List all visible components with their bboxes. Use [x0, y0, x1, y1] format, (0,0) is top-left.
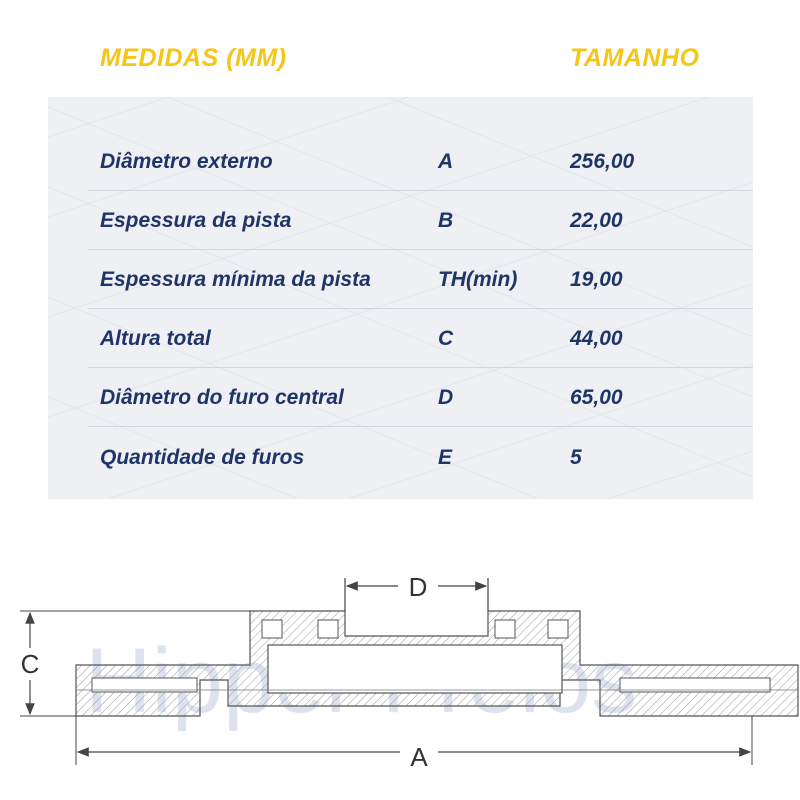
table-row — [48, 309, 753, 368]
table-row — [48, 428, 753, 487]
row-code: B — [438, 209, 454, 232]
row-value: 256,00 — [570, 150, 635, 173]
row-code: A — [438, 150, 454, 173]
row-name: Altura total — [100, 327, 211, 350]
row-name: Quantidade de furos — [100, 446, 305, 469]
dim-c-label: C — [20, 649, 40, 679]
row-value: 44,00 — [570, 327, 623, 350]
measures-table — [48, 97, 753, 499]
header-size: TAMANHO — [570, 44, 700, 72]
row-code: E — [438, 446, 453, 469]
row-name: Diâmetro externo — [100, 150, 273, 173]
row-divider — [88, 426, 753, 427]
row-value: 19,00 — [570, 268, 623, 291]
dim-a-label: A — [410, 742, 428, 772]
row-value: 5 — [570, 446, 582, 469]
table-header — [0, 44, 800, 84]
row-value: 22,00 — [570, 209, 623, 232]
table-row — [48, 132, 753, 191]
hat-interior — [268, 645, 562, 693]
table-row — [48, 191, 753, 250]
table-row — [48, 250, 753, 309]
row-name: Diâmetro do furo central — [100, 386, 344, 409]
dim-d-label: D — [408, 572, 428, 602]
row-code: D — [438, 386, 454, 409]
header-measures: MEDIDAS (MM) — [100, 44, 287, 72]
watermark-text: Hipper — [85, 630, 357, 732]
row-name: Espessura da pista — [100, 209, 292, 232]
row-code: TH(min) — [438, 268, 518, 291]
row-name: Espessura mínima da pista — [100, 268, 371, 291]
table-row — [48, 368, 753, 427]
row-value: 65,00 — [570, 386, 623, 409]
brake-disc-diagram — [0, 560, 800, 800]
row-code: C — [438, 327, 454, 350]
